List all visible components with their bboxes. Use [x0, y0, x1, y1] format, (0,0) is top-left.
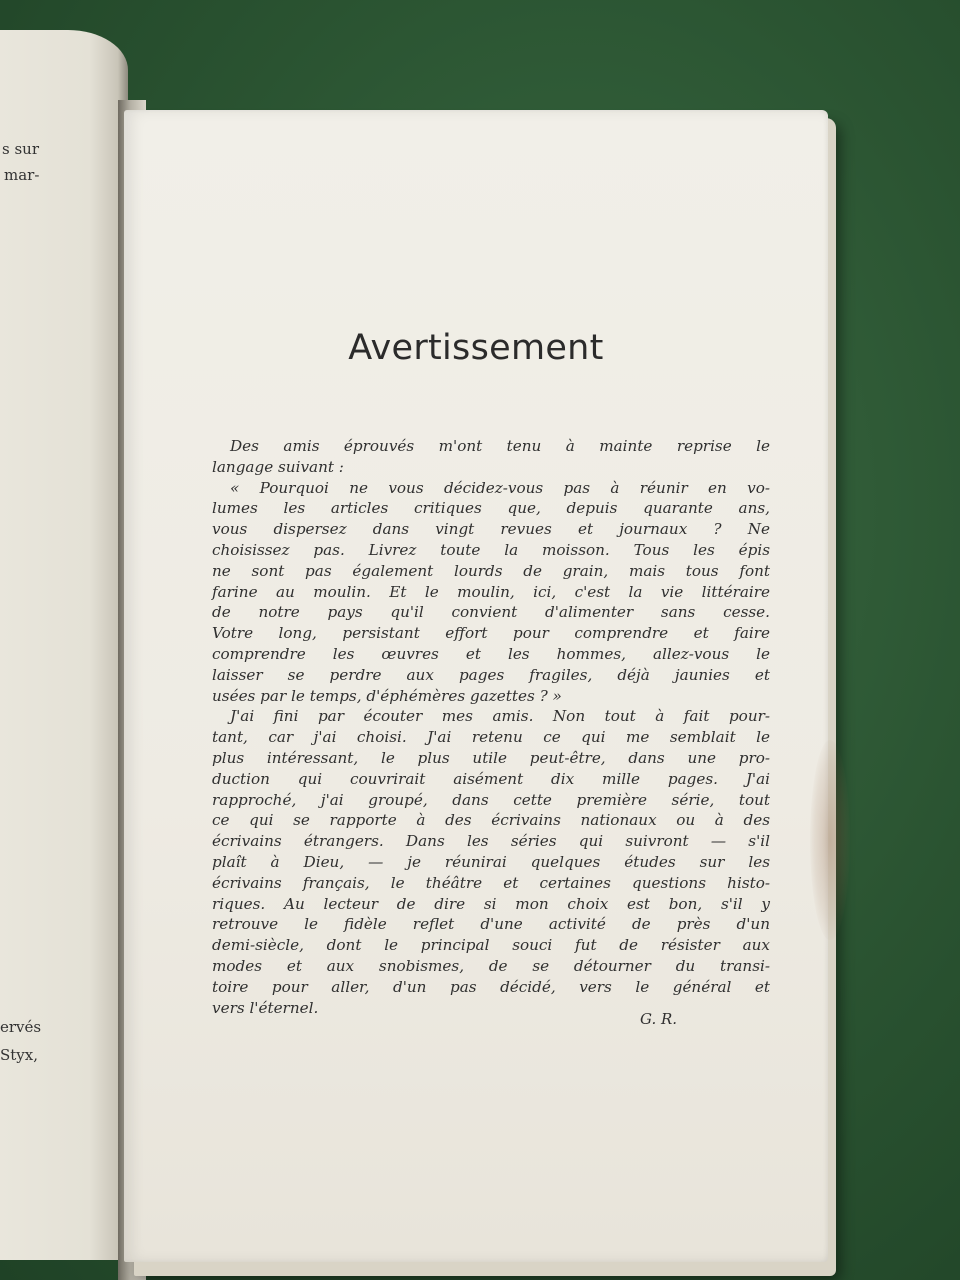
- left-page-fragment: Styx,: [0, 1046, 39, 1064]
- text-line: Des amis éprouvés m'ont tenu à mainte reprise le: [230, 437, 770, 455]
- text-line: tant, car j'ai choisi. J'ai retenu ce qui me semblait le: [212, 728, 770, 747]
- text-line: J'ai fini par écouter mes amis. Non tout à fait pour-: [230, 707, 770, 726]
- text-line: retrouve le fidèle reflet d'une activité de près d'un: [212, 915, 770, 934]
- text-line: ce qui se rapporte à des écrivains nationaux ou à des: [212, 811, 770, 830]
- text-line: farine au moulin. Et le moulin, ici, c'est la vie littéraire: [212, 582, 770, 601]
- text-line: « Pourquoi ne vous décidez-vous pas à réunir en vo-: [230, 478, 770, 497]
- page-title: Avertissement: [348, 328, 604, 368]
- text-line: ne sont pas également lourds de grain, mais tous font: [212, 561, 770, 580]
- text-line: plaît à Dieu, — je réunirai quelques études sur les: [212, 852, 770, 871]
- left-page: [0, 30, 128, 1260]
- text-line: vous dispersez dans vingt revues et journaux ? Ne: [212, 520, 770, 539]
- text-line: Votre long, persistant effort pour comprendre et faire: [212, 624, 770, 643]
- text-line: écrivains étrangers. Dans les séries qui suivront — s'il: [212, 832, 770, 851]
- text-line: toire pour aller, d'un pas décidé, vers le général et: [212, 977, 770, 996]
- text-line: duction qui couvrirait aisément dix mille pages. J'ai: [212, 769, 770, 788]
- text-line: plus intéressant, le plus utile peut-être, dans une pro-: [212, 748, 770, 767]
- text-line: de notre pays qu'il convient d'alimenter sans cesse.: [212, 603, 770, 622]
- text-line: écrivains français, le théâtre et certaines questions histo-: [212, 873, 770, 892]
- page-stain: [810, 740, 850, 940]
- text-line: choisissez pas. Livrez toute la moisson. Tous les épis: [212, 540, 770, 559]
- left-page-fragment: ervés: [0, 1018, 42, 1036]
- text-line: demi-siècle, dont le principal souci fut de résister aux: [212, 936, 770, 955]
- text-line: laisser se perdre aux pages fragiles, déjà jaunies et: [212, 665, 770, 684]
- left-page-fragment: s sur: [2, 140, 39, 158]
- text-line: rapproché, j'ai groupé, dans cette première série, tout: [212, 790, 770, 809]
- text-line: modes et aux snobismes, de se détourner du transi-: [212, 956, 770, 975]
- page-body: [212, 436, 770, 1018]
- signature: G. R.: [640, 1010, 678, 1028]
- text-line: lumes les articles critiques que, depuis quarante ans,: [212, 499, 770, 518]
- text-line: comprendre les œuvres et les hommes, allez-vous le: [212, 644, 770, 663]
- text-line: vers l'éternel.: [212, 998, 319, 1017]
- text-line: usées par le temps, d'éphémères gazettes ? »: [212, 686, 562, 705]
- right-page: [124, 110, 828, 1262]
- left-page-fragment: mar-: [4, 166, 40, 184]
- text-line: langage suivant :: [212, 457, 344, 476]
- text-line: riques. Au lecteur de dire si mon choix est bon, s'il y: [212, 894, 770, 913]
